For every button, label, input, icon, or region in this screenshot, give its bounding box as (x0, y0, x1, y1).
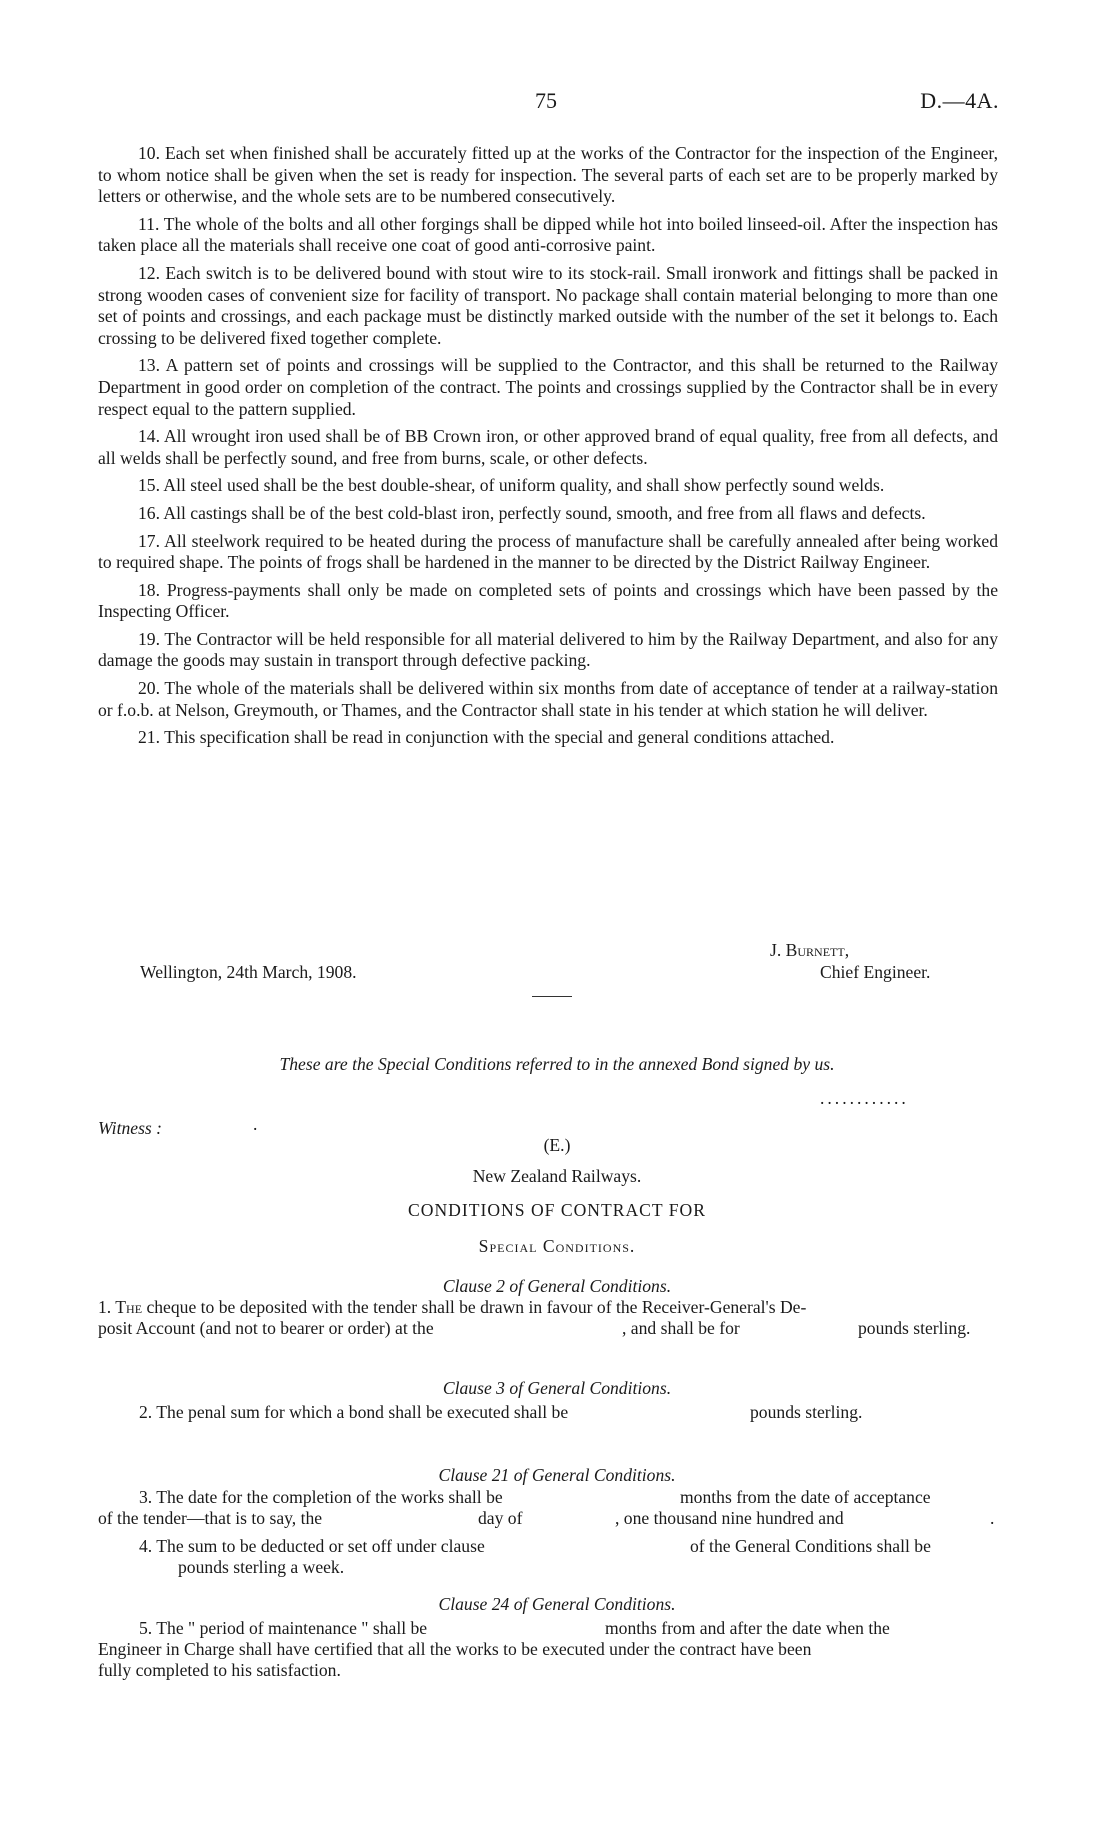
clause-12: 12. Each switch is to be delivered bound with stout wire to its stock-rail. Small ironwork and fittings shall be packed in strong wooden cases of convenient size for facility of transport. No package shall contain material belonging to more than one set of points and crossings, and each package must be distinctly marked outside with the number of the set it belongs to. Each crossing to be delivered fixed together complete. (98, 262, 998, 348)
clause-13: 13. A pattern set of points and crossings will be supplied to the Contractor, and this shall be returned to the Railway Department in good order on completion of the contract. The points and crossings supplied by the Contractor shall be in every respect equal to the pattern supplied. (98, 355, 998, 419)
document-reference: D.—4A. (920, 88, 999, 113)
specification-clauses (98, 143, 998, 755)
clause-3-heading: Clause 3 of General Conditions. (442, 1378, 672, 1398)
special-condition-1-text: cheque to be deposited with the tender shall be drawn in favour of the Receiver-General's De- (146, 1297, 807, 1317)
clause-16: 16. All castings shall be of the best cold-blast iron, perfectly sound, smooth, and free from all flaws and defects. (138, 502, 926, 523)
special-condition-2-text: 2. The penal sum for which a bond shall be executed shall be (139, 1402, 569, 1422)
special-condition-1-line-2c: pounds sterling. (858, 1318, 971, 1338)
special-condition-1-line-1 (98, 1297, 806, 1318)
special-condition-3-line-2a: of the tender—that is to say, the (98, 1508, 323, 1528)
special-condition-3-line-2c: , one thousand nine hundred and (615, 1508, 844, 1528)
clause-17: 17. All steelwork required to be heated during the process of manufacture shall be carefully annealed after being worked to required shape. The points of frogs shall be hardened in the manner to be directed by the District Railway Engineer. (98, 530, 998, 573)
special-condition-3-line-1b: months from the date of acceptance (680, 1487, 931, 1507)
signature-dots: ............ (820, 1088, 909, 1108)
special-condition-3-line-2d: . (990, 1508, 995, 1528)
special-condition-3-line-1a: 3. The date for the completion of the works shall be (139, 1487, 503, 1507)
clause-21: 21. This specification shall be read in conjunction with the special and general conditions attached. (138, 727, 835, 748)
conditions-title: CONDITIONS OF CONTRACT FOR (408, 1200, 706, 1220)
special-condition-5-line-1a: 5. The " period of maintenance " shall be (139, 1618, 428, 1638)
section-label: (E.) (543, 1135, 571, 1155)
clause-14: 14. All wrought iron used shall be of BB Crown iron, or other approved brand of equal quality, free from all defects, and all welds shall be perfectly sound, and free from burns, scale, or other defects. (98, 426, 998, 468)
place-and-date: Wellington, 24th March, 1908. (140, 962, 357, 982)
clause-2-heading: Clause 2 of General Conditions. (442, 1276, 672, 1296)
signatory-name: J. Burnett, (770, 940, 850, 960)
special-condition-2-amount: pounds sterling. (750, 1402, 863, 1422)
signature-block (0, 940, 1114, 1000)
clause-11: 11. The whole of the bolts and all other forgings shall be dipped while hot into boiled linseed-oil. After the inspection has taken place all the materials shall receive one coat of good anti-corrosive paint. (98, 213, 998, 256)
special-condition-4-line-1b: of the General Conditions shall be (690, 1536, 931, 1556)
clause-18: 18. Progress-payments shall only be made on completed sets of points and crossings which have been passed by the Inspecting Officer. (98, 579, 998, 622)
bond-statement: These are the Special Conditions referred to in the annexed Bond signed by us. (279, 1054, 835, 1074)
clause-24-heading: Clause 24 of General Conditions. (438, 1594, 676, 1614)
special-conditions-heading: Special Conditions. (478, 1236, 636, 1256)
special-condition-5-line-2: Engineer in Charge shall have certified that all the works to be executed under the contract have been (98, 1639, 812, 1659)
clause-15: 15. All steel used shall be the best double-shear, of uniform quality, and shall show perfectly sound welds. (138, 475, 885, 496)
organisation-name: New Zealand Railways. (472, 1166, 642, 1186)
special-condition-1-lead: 1. The (98, 1297, 143, 1317)
special-condition-1-line-2a: posit Account (and not to bearer or order) at the (98, 1318, 434, 1338)
page-number: 75 (535, 88, 557, 113)
special-condition-4-line-2: pounds sterling a week. (178, 1557, 345, 1577)
special-condition-5-line-3: fully completed to his satisfaction. (98, 1660, 341, 1680)
clause-20: 20. The whole of the materials shall be delivered within six months from date of acceptance of tender at a railway-station or f.o.b. at Nelson, Greymouth, or Thames, and the Contractor shall state in his tender at which station he will deliver. (98, 678, 998, 720)
witness-label: Witness : (98, 1118, 163, 1138)
special-condition-5-line-1b: months from and after the date when the (605, 1618, 890, 1638)
special-condition-1-line-2b: , and shall be for (622, 1318, 740, 1338)
page-header (0, 88, 1114, 118)
witness-mark: . (253, 1114, 258, 1134)
clause-10: 10. Each set when finished shall be accurately fitted up at the works of the Contractor for the inspection of the Engineer, to whom notice shall be given when the set is ready for inspection. The several parts of each set are to be properly marked by letters or otherwise, and the whole sets are to be numbered consecutively. (98, 143, 998, 207)
clause-21-heading: Clause 21 of General Conditions. (438, 1465, 676, 1485)
signatory-title: Chief Engineer. (820, 962, 931, 982)
special-condition-4-line-1a: 4. The sum to be deducted or set off under clause (139, 1536, 485, 1556)
section-divider (532, 996, 572, 997)
clause-19: 19. The Contractor will be held responsible for all material delivered to him by the Railway Department, and also for any damage the goods may sustain in transport through defective packing. (98, 628, 998, 671)
special-condition-3-line-2b: day of (478, 1508, 523, 1528)
